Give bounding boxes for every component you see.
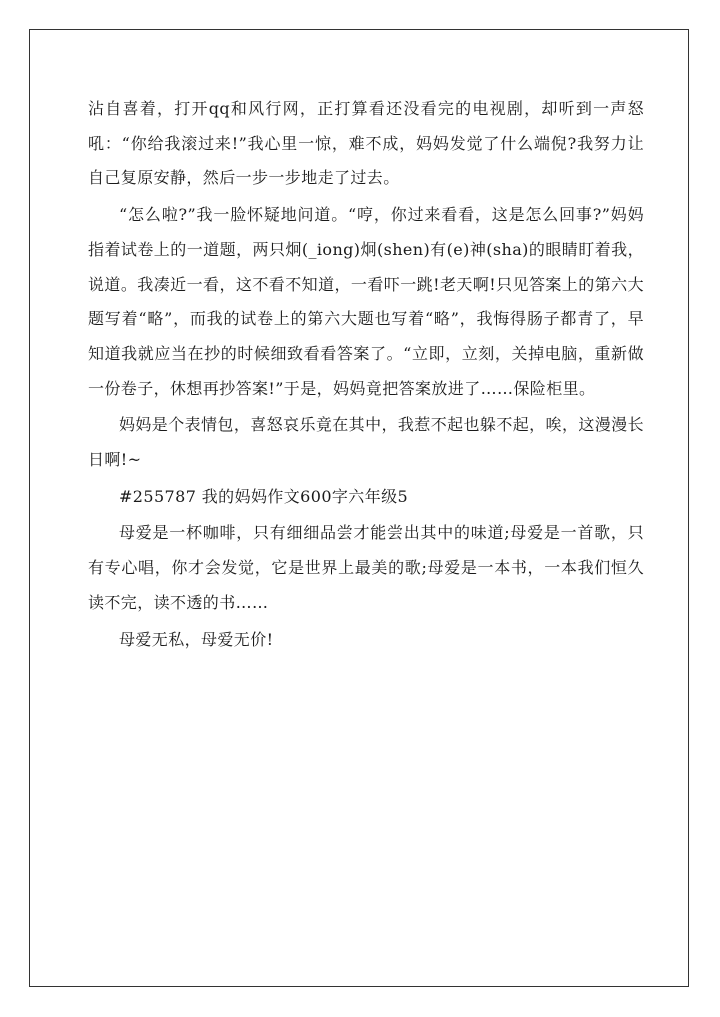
- paragraph-mom-question: “怎么啦?”我一脸怀疑地问道。“哼，你过来看看，这是怎么回事?”妈妈指着试卷上的一道题，两只炯(_iong)炯(shen)有(e)神(sha)的眼睛盯着我，说道。我凑近一看，这不看不知道，一看吓一跳!老天啊!只见答案上的第六大题写着“略”，而我的试卷上的第六大题也写着“略”，我悔得肠子都青了，早知道我就应当在抄的时候细致看看答案了。“立即，立刻，关掉电脑，重新做一份卷子，休想再抄答案!”于是，妈妈竟把答案放进了……保险柜里。: [88, 205, 644, 398]
- paragraph-emoji-mom: 妈妈是个表情包，喜怒哀乐竟在其中，我惹不起也躲不起，唉，这漫漫长日啊!~: [88, 415, 644, 470]
- paragraph-mother-love: 母爱是一杯咖啡，只有细细品尝才能尝出其中的味道;母爱是一首歌，只有专心唱，你才会发觉，它是世界上最美的歌;母爱是一本书，一本我们恒久读不完，读不透的书……: [88, 523, 644, 612]
- paragraph-story-continue: 沾自喜着，打开qq和风行网，正打算看还没看完的电视剧，却听到一声怒吼：“你给我滚过来!”我心里一惊，难不成，妈妈发觉了什么端倪?我努力让自己复原安静，然后一步一步地走了过去。: [88, 99, 644, 188]
- paragraph-conclusion: 母爱无私，母爱无价!: [119, 629, 274, 649]
- essay-heading: #255787 我的妈妈作文600字六年级5: [119, 486, 409, 506]
- document-body: [88, 92, 644, 657]
